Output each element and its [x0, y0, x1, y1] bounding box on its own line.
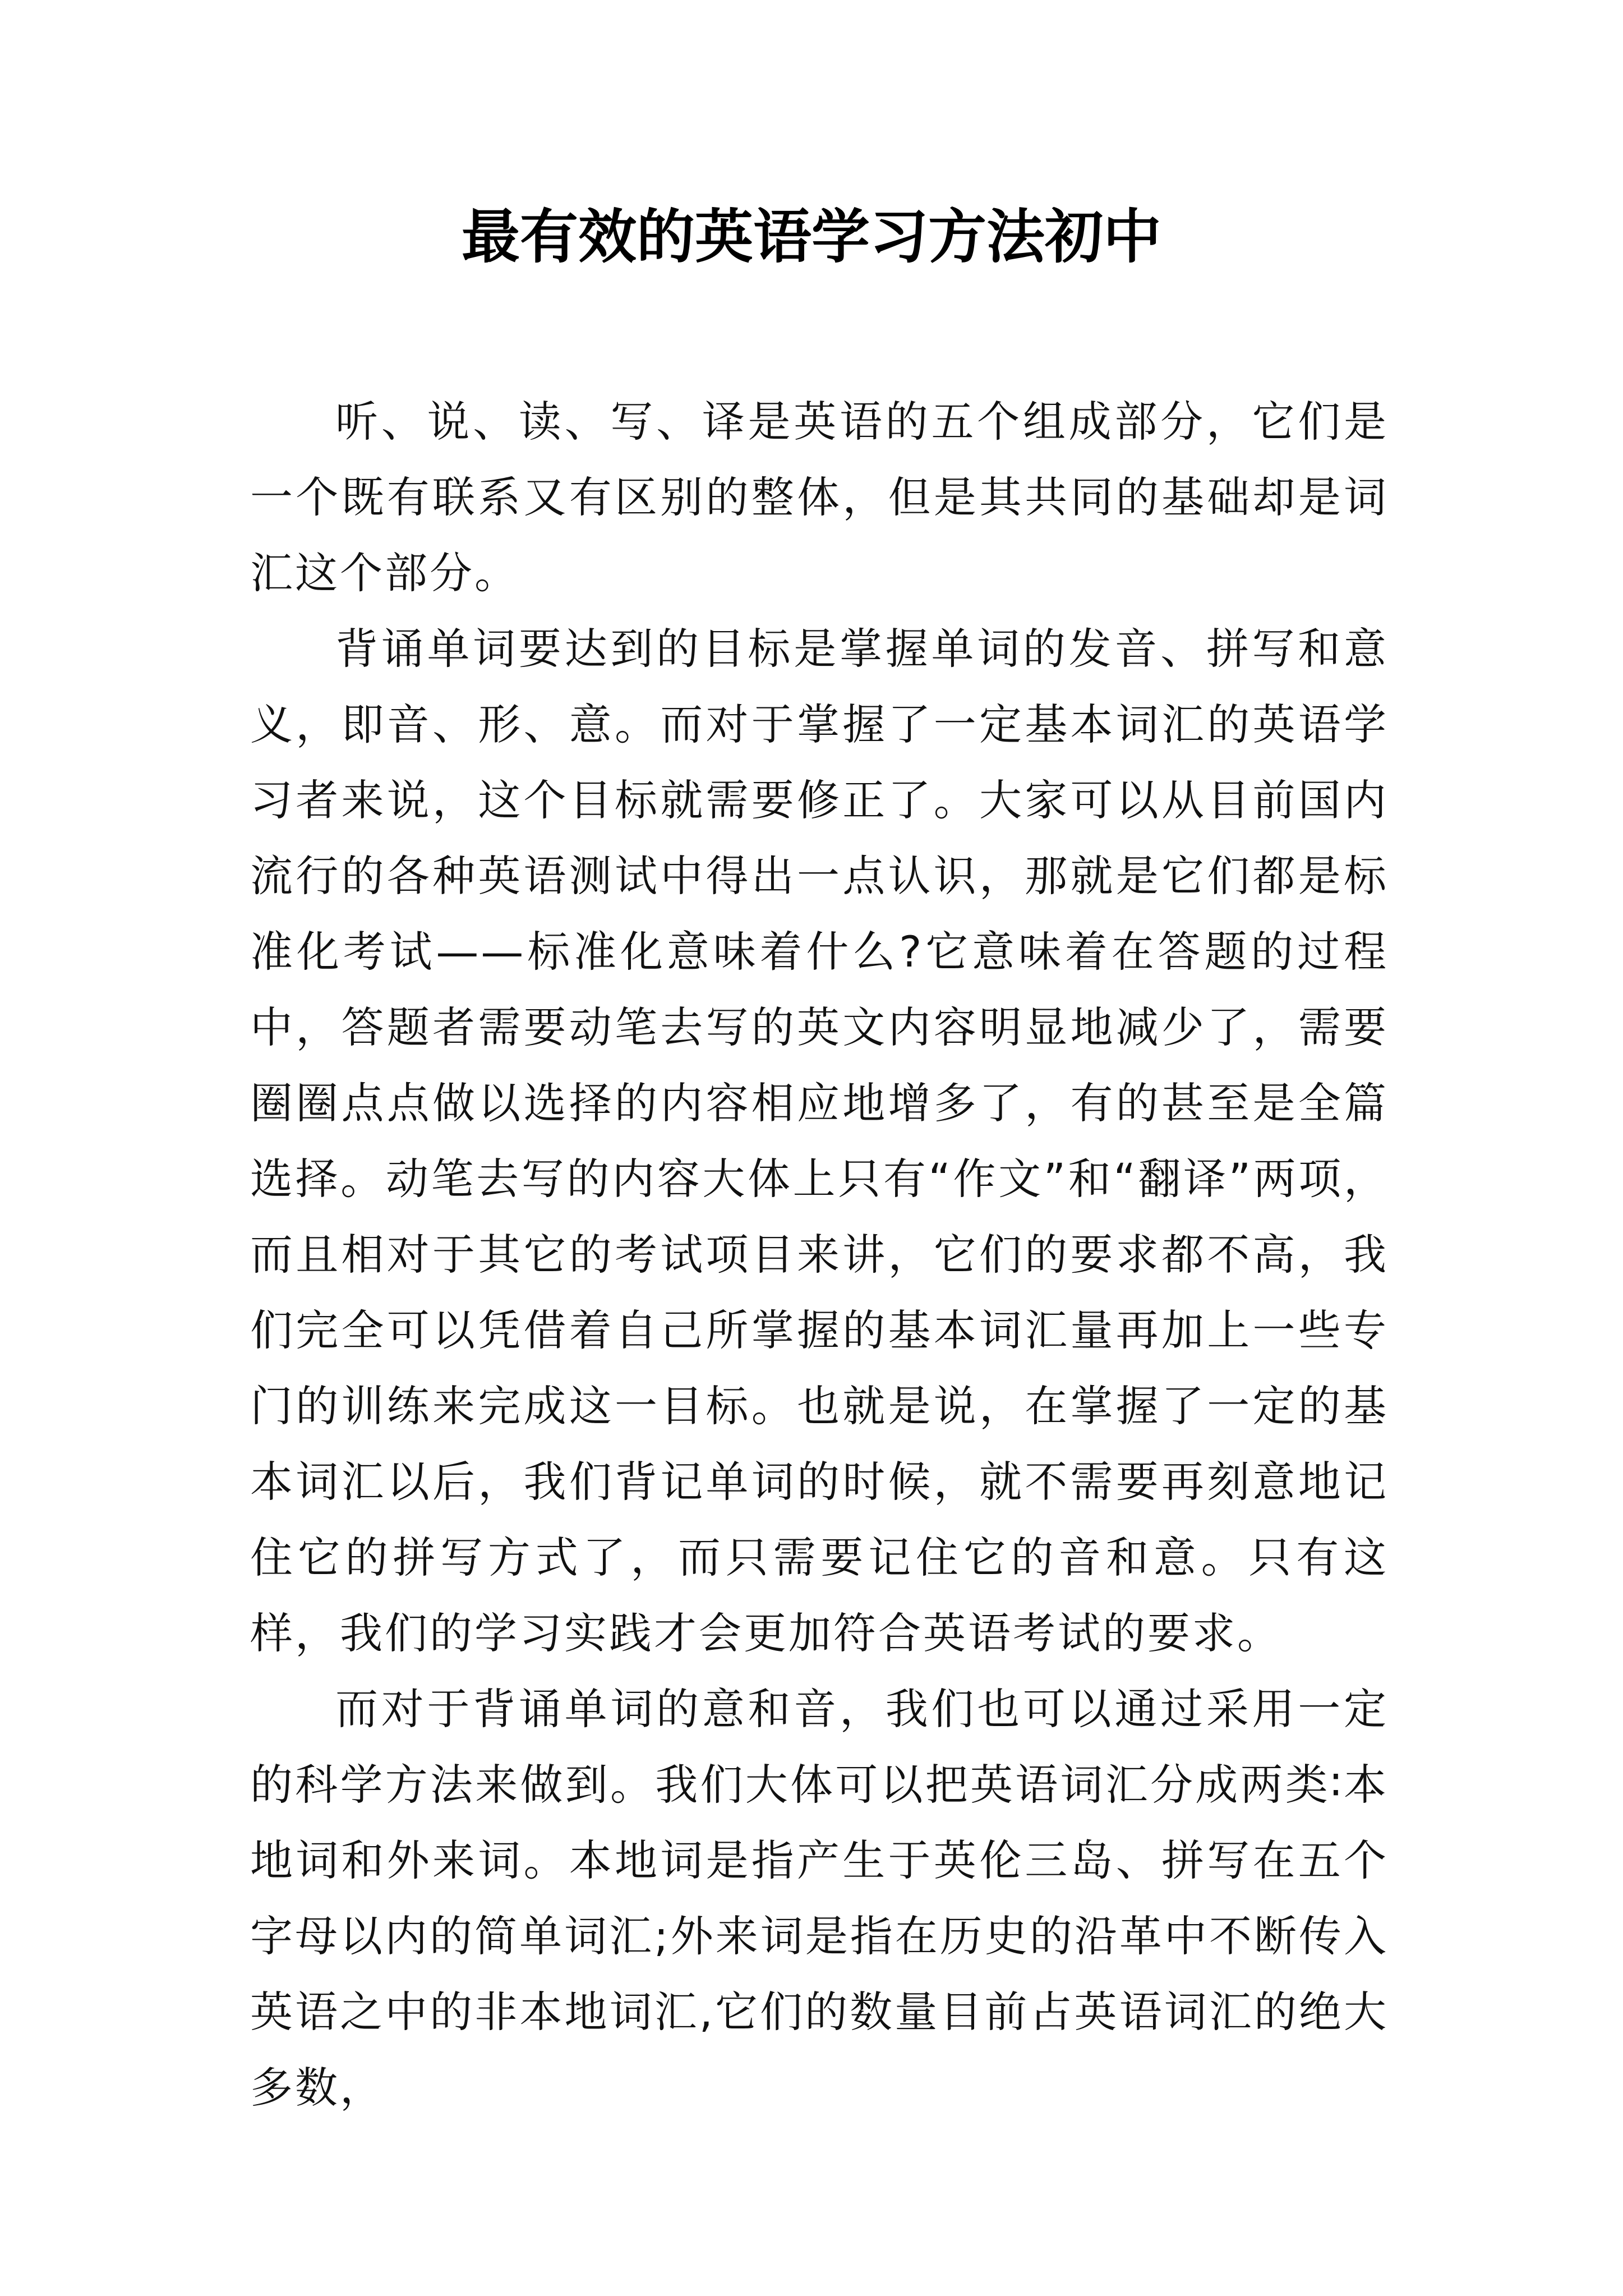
paragraph-1: 听、说、读、写、译是英语的五个组成部分，它们是一个既有联系又有区别的整体，但是其共同的基础却是词汇这个部分。 — [250, 397, 1389, 598]
document-body — [250, 384, 1389, 2125]
document-title: 最有效的英语学习方法初中 — [461, 202, 1161, 271]
paragraph-3: 而对于背诵单词的意和音，我们也可以通过采用一定的科学方法来做到。我们大体可以把英语词汇分成两类∶本地词和外来词。本地词是指产生于英伦三岛、拼写在五个字母以内的简单词汇;外来词是指在历史的沿革中不断传入英语之中的非本地词汇,它们的数量目前占英语词汇的绝大多数， — [250, 1684, 1389, 2113]
paragraph-2: 背诵单词要达到的目标是掌握单词的发音、拼写和意义，即音、形、意。而对于掌握了一定基本词汇的英语学习者来说，这个目标就需要修正了。大家可以从目前国内流行的各种英语测试中得出一点认识，那就是它们都是标准化考试——标准化意味着什么?它意味着在答题的过程中，答题者需要动笔去写的英文内容明显地减少了，需要圈圈点点做以选择的内容相应地增多了，有的甚至是全篇选择。动笔去写的内容大体上只有“作文”和“翻译”两项，而且相对于其它的考试项目来讲，它们的要求都不高，我们完全可以凭借着自己所掌握的基本词汇量再加上一些专门的训练来完成这一目标。也就是说，在掌握了一定的基本词汇以后，我们背记单词的时候，就不需要再刻意地记住它的拼写方式了，而只需要记住它的音和意。只有这样，我们的学习实践才会更加符合英语考试的要求。 — [250, 624, 1389, 1658]
